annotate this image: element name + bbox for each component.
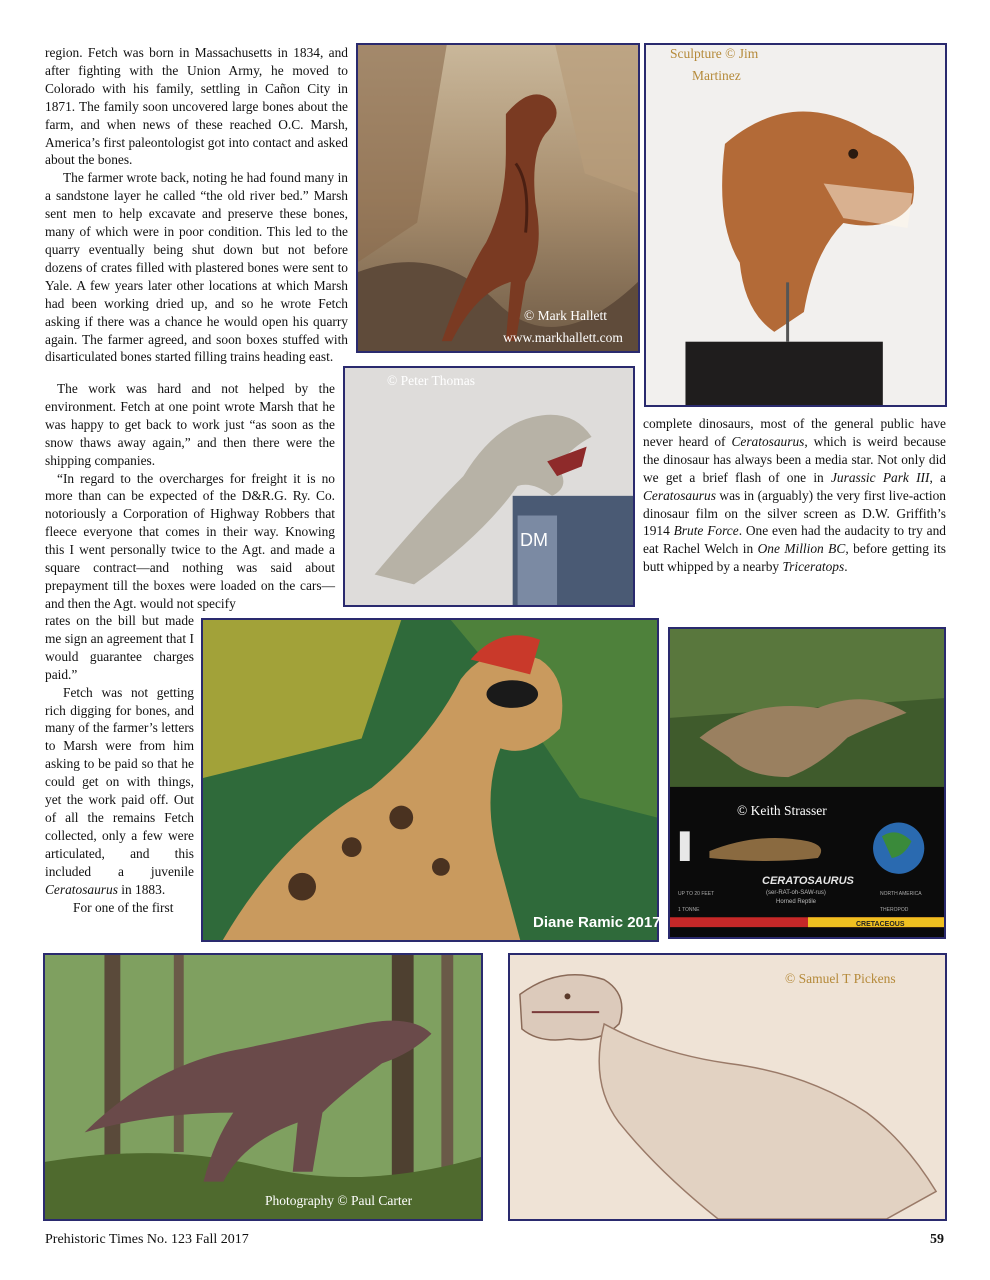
- martinez-sculpture: [644, 43, 947, 407]
- panel-size: UP TO 20 FEET: [678, 891, 715, 897]
- strasser-info-panel: [668, 627, 946, 939]
- ramic-painting: [201, 618, 659, 942]
- text-run: was in (arguably) the very first live-action dinosaur film on the silver screen as D.W. Griffith’s 1914: [643, 487, 946, 539]
- carter-park-statue: [43, 953, 483, 1221]
- text-run: . One even had the audacity to try and eat Rachel Welch in: [643, 523, 946, 557]
- panel-meaning: Horned Reptile: [776, 899, 817, 905]
- credit-hallett: © Mark Hallett: [524, 308, 607, 323]
- text-run: .: [844, 559, 848, 575]
- credit-pickens: © Samuel T Pickens: [785, 971, 896, 986]
- species-name: Ceratosaurus: [45, 881, 118, 897]
- article-text-col1-top: [45, 44, 348, 366]
- page-number: 59: [930, 1232, 944, 1247]
- museum-sign-text: DM: [520, 530, 548, 550]
- text-run: , a: [929, 469, 946, 485]
- panel-type: THEROPOD: [880, 907, 909, 913]
- species-name: Ceratosaurus: [731, 433, 805, 449]
- panel-period: CRETACEOUS: [856, 921, 905, 928]
- panel-pronunciation: (ser-RAT-oh-SAW-rus): [766, 890, 826, 896]
- credit-hallett-url: www.markhallett.com: [503, 330, 623, 345]
- film-title: Brute Force: [673, 523, 739, 539]
- paragraph: “In regard to the overcharges for freight it is no more than can be expected of the D&R.G. Ry. Co. notoriously a Corporation of Highway Robbers that fleece everyone that comes in their way. Knowing this I went personally twice to the Agt. and made a square contract—and nothing was said about prepayment till the boxes were loaded on the cars—and then the Agt. would not specify: [45, 470, 335, 611]
- text-run: , which is weird because the dinosaur has always been a media star. Not only did we get a brief flash of one in: [643, 433, 946, 485]
- credit-thomas: © Peter Thomas: [387, 373, 475, 388]
- panel-location: NORTH AMERICA: [880, 891, 922, 897]
- film-title: One Million BC: [757, 541, 846, 557]
- credit-martinez-2: Martinez: [692, 68, 741, 83]
- panel-title: CERATOSAURUS: [762, 875, 854, 887]
- pickens-drawing: [508, 953, 947, 1221]
- film-title: Jurassic Park III: [830, 469, 930, 485]
- paragraph: For one of the first: [73, 899, 174, 915]
- article-text-col2: [643, 415, 946, 576]
- paragraph: rates on the bill but made me sign an agreement that I would guarantee charges paid.”: [45, 613, 194, 682]
- paragraph: The work was hard and not helped by the environment. Fetch at one point wrote Marsh that he was happy to get back to work just “as soon as the snow thaws away again,” and then there were the shipping companies.: [45, 381, 335, 468]
- paragraph: [643, 415, 946, 576]
- species-name: Triceratops: [782, 559, 845, 575]
- paragraph-text-end: in 1883.: [117, 881, 166, 897]
- paragraph: The farmer wrote back, noting he had found many in a sandstone layer he called “the old river bed.” Marsh sent men to help excavate and preserve these bones, many of which were in poor condition. This led to the quarry eventually being shut down but not before dozens of crates filled with plastered bones were sent to Yale. A few years later other locations at which Marsh had been working dried up, and so he wrote Fetch asking if there was a chance he would open his quarry again. The farmer agreed, and soon boxes stuffed with disarticulated bones started filling trains heading east.: [45, 170, 348, 365]
- text-run: complete dinosaurs, most of the general public have never heard of: [643, 416, 946, 449]
- thomas-museum-model: [343, 366, 635, 607]
- paragraph: [45, 684, 194, 899]
- credit-ramic: Diane Ramic 2017: [533, 914, 661, 931]
- credit-strasser: © Keith Strasser: [737, 803, 827, 818]
- footer-publication: Prehistoric Times No. 123 Fall 2017: [45, 1232, 249, 1247]
- paragraph: region. Fetch was born in Massachusetts in 1834, and after fighting with the Union Army, he moved to Colorado with his family, settling in Cañon City in 1871. The family soon uncovered large bones about the farm, and when news of these reached O.C. Marsh, America’s first paleontologist got into contact and asked about the bones.: [45, 45, 348, 168]
- hallett-painting: [356, 43, 640, 353]
- credit-martinez-1: Sculpture © Jim: [670, 46, 759, 61]
- species-name: Ceratosaurus: [643, 487, 716, 503]
- credit-carter: Photography © Paul Carter: [265, 1193, 413, 1208]
- article-text-col1-mid: [45, 380, 335, 613]
- article-text-col1-bottom: [45, 612, 194, 916]
- text-run: , before getting its butt whipped by a nearby: [643, 541, 947, 575]
- paragraph-text: Fetch was not getting rich digging for bones, and many of the farmer’s letters to Marsh were from him asking to be paid so that he could get on with things, yet the work paid off. Out of all the remains Fetch collected, only a few were articulated, and this included a juvenile: [45, 684, 194, 879]
- panel-weight: 1 TONNE: [678, 907, 700, 913]
